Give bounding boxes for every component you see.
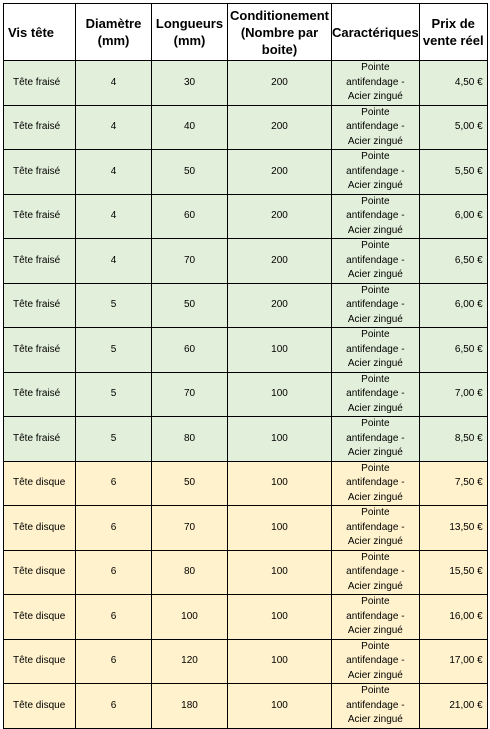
vis-tete-cell: Tête disque <box>4 506 76 551</box>
longueur-cell: 60 <box>152 328 228 373</box>
caracteristique-line: antifendage - <box>346 299 405 310</box>
table-row <box>4 328 488 373</box>
table-row <box>4 105 488 150</box>
caracteristique-line: Pointe <box>361 596 390 607</box>
conditionement-cell: 100 <box>228 595 332 640</box>
caracteristiques-cell <box>332 328 420 373</box>
table-row <box>4 595 488 640</box>
caracteristique-line: antifendage - <box>346 165 405 177</box>
caracteristique-line: Acier zingué <box>347 402 403 414</box>
caracteristiques-cell <box>332 150 420 195</box>
prix-cell: 15,50 € <box>419 550 487 595</box>
caracteristique-line: antifendage - <box>346 210 405 221</box>
caracteristique-line: Acier zingué <box>347 625 403 636</box>
caracteristique-line: Pointe <box>361 62 390 73</box>
table-row <box>4 417 488 462</box>
caracteristiques-cell <box>332 194 420 239</box>
caracteristique-line: antifendage - <box>346 121 405 132</box>
diametre-cell: 5 <box>76 372 152 417</box>
diametre-cell: 4 <box>76 239 152 284</box>
vis-tete-cell: Tête disque <box>4 639 76 684</box>
caracteristique-line: Pointe <box>361 106 390 118</box>
longueur-cell: 80 <box>152 550 228 595</box>
vis-tete-cell: Tête fraisé <box>4 194 76 239</box>
caracteristique-line: Pointe <box>361 240 390 251</box>
header-prix: Prix de vente réel <box>419 4 487 61</box>
longueur-cell: 60 <box>152 194 228 239</box>
caracteristique-line: Pointe <box>361 551 390 563</box>
conditionement-cell: 100 <box>228 639 332 684</box>
diametre-cell: 4 <box>76 105 152 150</box>
table-row <box>4 639 488 684</box>
longueur-cell: 30 <box>152 61 228 106</box>
conditionement-cell: 200 <box>228 283 332 328</box>
vis-tete-cell: Tête disque <box>4 461 76 506</box>
prix-cell: 7,50 € <box>419 461 487 506</box>
prix-cell: 7,00 € <box>419 372 487 417</box>
caracteristique-line: Pointe <box>361 284 390 296</box>
table-row <box>4 550 488 595</box>
caracteristique-line: antifendage - <box>346 477 405 488</box>
conditionement-cell: 100 <box>228 372 332 417</box>
longueur-cell: 70 <box>152 506 228 551</box>
price-table <box>3 3 488 729</box>
diametre-cell: 4 <box>76 150 152 195</box>
longueur-cell: 50 <box>152 150 228 195</box>
diametre-cell: 6 <box>76 684 152 729</box>
caracteristiques-cell <box>332 239 420 284</box>
caracteristiques-cell <box>332 550 420 595</box>
conditionement-cell: 200 <box>228 194 332 239</box>
prix-cell: 5,00 € <box>419 105 487 150</box>
caracteristique-line: antifendage - <box>346 343 405 355</box>
caracteristique-line: Pointe <box>361 685 390 696</box>
prix-cell: 21,00 € <box>419 684 487 729</box>
conditionement-cell: 100 <box>228 417 332 462</box>
prix-cell: 4,50 € <box>419 61 487 106</box>
caracteristique-line: antifendage - <box>346 388 405 399</box>
diametre-cell: 6 <box>76 506 152 551</box>
longueur-cell: 40 <box>152 105 228 150</box>
prix-cell: 6,50 € <box>419 239 487 284</box>
caracteristiques-cell <box>332 595 420 640</box>
vis-tete-cell: Tête fraisé <box>4 372 76 417</box>
vis-tete-cell: Tête fraisé <box>4 150 76 195</box>
caracteristique-line: Pointe <box>361 329 390 340</box>
diametre-cell: 5 <box>76 328 152 373</box>
caracteristique-line: Acier zingué <box>347 358 403 369</box>
conditionement-cell: 100 <box>228 550 332 595</box>
conditionement-cell: 200 <box>228 61 332 106</box>
caracteristiques-cell <box>332 61 420 106</box>
longueur-cell: 50 <box>152 461 228 506</box>
caracteristique-line: Pointe <box>361 640 390 652</box>
caracteristiques-cell <box>332 684 420 729</box>
table-row <box>4 506 488 551</box>
header-vis: Vis tête <box>4 4 76 61</box>
caracteristiques-cell <box>332 105 420 150</box>
caracteristique-line: Pointe <box>361 418 390 429</box>
header-conditionement: Conditionement (Nombre par boite) <box>228 4 332 61</box>
prix-cell: 8,50 € <box>419 417 487 462</box>
longueur-cell: 70 <box>152 372 228 417</box>
caracteristique-line: Pointe <box>361 151 390 162</box>
prix-cell: 6,00 € <box>419 194 487 239</box>
caracteristique-line: Acier zingué <box>347 269 403 280</box>
longueur-cell: 180 <box>152 684 228 729</box>
vis-tete-cell: Tête fraisé <box>4 239 76 284</box>
caracteristique-line: Acier zingué <box>347 180 403 191</box>
caracteristique-line: antifendage - <box>346 432 405 444</box>
conditionement-cell: 100 <box>228 461 332 506</box>
conditionement-cell: 100 <box>228 506 332 551</box>
caracteristique-line: antifendage - <box>346 655 405 666</box>
header-diametre: Diamètre (mm) <box>76 4 152 61</box>
vis-tete-cell: Tête disque <box>4 550 76 595</box>
vis-tete-cell: Tête fraisé <box>4 283 76 328</box>
header-longueurs: Longueurs (mm) <box>152 4 228 61</box>
caracteristique-line: Acier zingué <box>347 669 403 681</box>
caracteristique-line: Acier zingué <box>347 447 403 458</box>
caracteristiques-cell <box>332 639 420 684</box>
caracteristique-line: Acier zingué <box>347 714 403 725</box>
caracteristique-line: Acier zingué <box>347 580 403 592</box>
caracteristique-line: Acier zingué <box>347 135 403 147</box>
caracteristique-line: Pointe <box>361 507 390 518</box>
vis-tete-cell: Tête disque <box>4 684 76 729</box>
diametre-cell: 5 <box>76 283 152 328</box>
conditionement-cell: 200 <box>228 150 332 195</box>
caracteristique-line: Acier zingué <box>347 491 403 503</box>
table-row <box>4 194 488 239</box>
longueur-cell: 120 <box>152 639 228 684</box>
conditionement-cell: 200 <box>228 239 332 284</box>
caracteristiques-cell <box>332 461 420 506</box>
longueur-cell: 70 <box>152 239 228 284</box>
table-row <box>4 61 488 106</box>
caracteristique-line: antifendage - <box>346 76 405 88</box>
vis-tete-cell: Tête fraisé <box>4 417 76 462</box>
table-row <box>4 684 488 729</box>
vis-tete-cell: Tête fraisé <box>4 105 76 150</box>
diametre-cell: 6 <box>76 639 152 684</box>
caracteristique-line: antifendage - <box>346 254 405 266</box>
table-row <box>4 239 488 284</box>
conditionement-cell: 100 <box>228 328 332 373</box>
prix-cell: 17,00 € <box>419 639 487 684</box>
prix-cell: 13,50 € <box>419 506 487 551</box>
caracteristique-line: antifendage - <box>346 521 405 533</box>
caracteristique-line: Acier zingué <box>347 91 403 102</box>
table-body <box>4 61 488 729</box>
prix-cell: 16,00 € <box>419 595 487 640</box>
header-row <box>4 4 488 61</box>
table-row <box>4 461 488 506</box>
prix-cell: 6,50 € <box>419 328 487 373</box>
table-row <box>4 283 488 328</box>
caracteristique-line: Acier zingué <box>347 536 403 547</box>
caracteristique-line: Acier zingué <box>347 224 403 236</box>
caracteristiques-cell <box>332 283 420 328</box>
prix-cell: 6,00 € <box>419 283 487 328</box>
diametre-cell: 6 <box>76 550 152 595</box>
vis-tete-cell: Tête fraisé <box>4 61 76 106</box>
caracteristiques-cell <box>332 506 420 551</box>
diametre-cell: 4 <box>76 194 152 239</box>
caracteristique-line: antifendage - <box>346 610 405 622</box>
caracteristique-line: Pointe <box>361 462 390 474</box>
conditionement-cell: 100 <box>228 684 332 729</box>
conditionement-cell: 200 <box>228 105 332 150</box>
longueur-cell: 80 <box>152 417 228 462</box>
diametre-cell: 5 <box>76 417 152 462</box>
longueur-cell: 50 <box>152 283 228 328</box>
caracteristique-line: Acier zingué <box>347 313 403 325</box>
caracteristique-line: Pointe <box>361 373 390 385</box>
diametre-cell: 4 <box>76 61 152 106</box>
diametre-cell: 6 <box>76 461 152 506</box>
caracteristique-line: Pointe <box>361 195 390 207</box>
caracteristiques-cell <box>332 417 420 462</box>
header-caracteristiques: Caractériques <box>332 4 420 61</box>
table-row <box>4 150 488 195</box>
caracteristiques-cell <box>332 372 420 417</box>
prix-cell: 5,50 € <box>419 150 487 195</box>
vis-tete-cell: Tête fraisé <box>4 328 76 373</box>
diametre-cell: 6 <box>76 595 152 640</box>
vis-tete-cell: Tête disque <box>4 595 76 640</box>
longueur-cell: 100 <box>152 595 228 640</box>
caracteristique-line: antifendage - <box>346 566 405 577</box>
table-row <box>4 372 488 417</box>
caracteristique-line: antifendage - <box>346 699 405 711</box>
price-table-container <box>3 3 488 729</box>
